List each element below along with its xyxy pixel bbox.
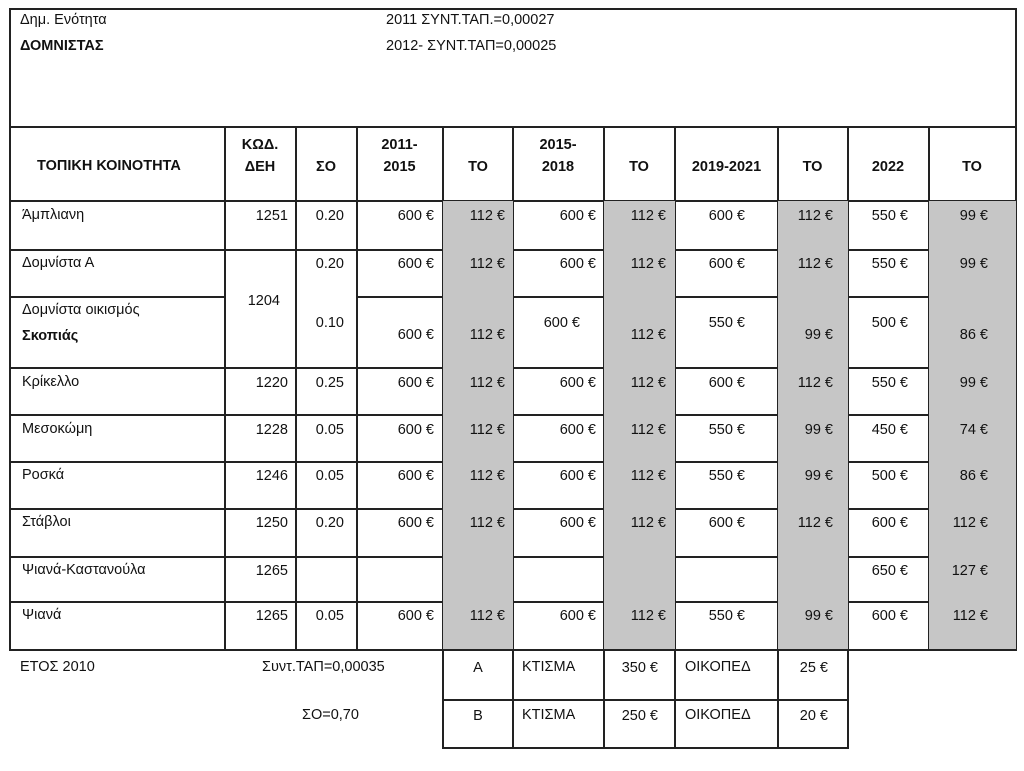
to-2011-cell: 112 € bbox=[469, 256, 505, 272]
to-2022-cell: 99 € bbox=[959, 208, 988, 224]
to-2015-cell: 112 € bbox=[630, 208, 666, 224]
col-header-2019: 2019-2021 bbox=[691, 159, 762, 175]
value-2015-cell: 600 € bbox=[559, 468, 596, 484]
community-name: Μεσοκώμη bbox=[22, 421, 93, 437]
code-cell: 1251 bbox=[255, 208, 288, 224]
to-2019-cell: 99 € bbox=[804, 468, 833, 484]
value-2011-cell: 600 € bbox=[397, 468, 434, 484]
col-header-code-1: ΚΩΔ. bbox=[241, 137, 279, 153]
to-2015-cell: 112 € bbox=[630, 327, 666, 343]
value-2022-cell: 500 € bbox=[871, 468, 908, 484]
grid-line bbox=[9, 414, 1017, 416]
value-2019-cell: 550 € bbox=[708, 468, 745, 484]
to-2011-cell: 112 € bbox=[469, 422, 505, 438]
grid-line bbox=[442, 699, 849, 701]
value-2019-cell: 550 € bbox=[708, 315, 745, 331]
coefficient-2012: 2012- ΣΥΝΤ.ΤΑΠ=0,00025 bbox=[386, 38, 557, 54]
value-2019-cell: 550 € bbox=[708, 422, 745, 438]
value-2022-cell: 600 € bbox=[871, 608, 908, 624]
col-header-2011-b: 2015 bbox=[383, 159, 416, 175]
so-cell: 0.05 bbox=[315, 608, 344, 624]
community-name: Κρίκελλο bbox=[22, 374, 80, 390]
coefficient-2011: 2011 ΣΥΝΤ.ΤΑΠ.=0,00027 bbox=[386, 12, 555, 28]
to-2022-cell: 86 € bbox=[959, 468, 988, 484]
to-2022-cell: 99 € bbox=[959, 256, 988, 272]
community-name: Άμπλιανη bbox=[22, 207, 85, 223]
value-2011-cell: 600 € bbox=[397, 256, 434, 272]
unit-label: Δημ. Ενότητα bbox=[20, 12, 107, 28]
code-cell: 1250 bbox=[255, 515, 288, 531]
so-cell: 0.25 bbox=[315, 375, 344, 391]
community-name: Δομνίστα Α bbox=[22, 255, 95, 271]
value-2015-cell: 600 € bbox=[543, 315, 580, 331]
community-name: Ψιανά-Καστανούλα bbox=[22, 562, 146, 578]
value-2015-cell: 600 € bbox=[559, 208, 596, 224]
value-2011-cell: 600 € bbox=[397, 375, 434, 391]
to-2015-cell: 112 € bbox=[630, 468, 666, 484]
plot-label: ΟΙΚΟΠΕΔ bbox=[685, 659, 751, 675]
to-2015-cell: 112 € bbox=[630, 608, 666, 624]
community-name: Στάβλοι bbox=[22, 514, 71, 530]
value-2019-cell: 600 € bbox=[708, 256, 745, 272]
value-2011-cell: 600 € bbox=[397, 208, 434, 224]
value-2019-cell: 600 € bbox=[708, 375, 745, 391]
to-2011-cell: 112 € bbox=[469, 375, 505, 391]
so-cell: 0.05 bbox=[315, 422, 344, 438]
grid-line bbox=[674, 649, 676, 749]
value-2022-cell: 550 € bbox=[871, 256, 908, 272]
zone-cell: Α bbox=[473, 660, 483, 676]
community-name: Ψιανά bbox=[22, 607, 62, 623]
building-label: ΚΤΙΣΜΑ bbox=[522, 707, 576, 723]
value-2022-cell: 650 € bbox=[871, 563, 908, 579]
plot-value: 20 € bbox=[799, 708, 828, 724]
footer-year: ΕΤΟΣ 2010 bbox=[20, 659, 95, 675]
col-header-2015-a: 2015- bbox=[539, 137, 577, 153]
so-cell: 0.20 bbox=[315, 515, 344, 531]
col-header-to-2: ΤΟ bbox=[629, 159, 649, 175]
to-2022-cell: 99 € bbox=[959, 375, 988, 391]
col-header-2022: 2022 bbox=[871, 159, 905, 175]
grid-line bbox=[9, 8, 1017, 10]
building-value: 250 € bbox=[621, 708, 658, 724]
to-2019-cell: 99 € bbox=[804, 422, 833, 438]
grid-line bbox=[9, 556, 1017, 558]
grid-line bbox=[9, 461, 1017, 463]
to-2019-cell: 99 € bbox=[804, 608, 833, 624]
to-2022-cell: 74 € bbox=[959, 422, 988, 438]
to-2011-cell: 112 € bbox=[469, 468, 505, 484]
to-2022-cell: 112 € bbox=[952, 608, 988, 624]
to-2011-cell: 112 € bbox=[469, 515, 505, 531]
value-2015-cell: 600 € bbox=[559, 375, 596, 391]
col-header-to-3: ΤΟ bbox=[802, 159, 823, 175]
grid-line bbox=[9, 367, 1017, 369]
value-2019-cell: 600 € bbox=[708, 208, 745, 224]
to-2015-cell: 112 € bbox=[630, 256, 666, 272]
value-2011-cell: 600 € bbox=[397, 515, 434, 531]
so-cell: 0.10 bbox=[315, 315, 344, 331]
to-2015-cell: 112 € bbox=[630, 375, 666, 391]
grid-line bbox=[9, 200, 1017, 202]
zone-cell: Β bbox=[473, 708, 483, 724]
to-2019-cell: 112 € bbox=[797, 208, 833, 224]
value-2015-cell: 600 € bbox=[559, 256, 596, 272]
community-name: Ροσκά bbox=[22, 467, 65, 483]
so-cell: 0.20 bbox=[315, 208, 344, 224]
col-header-2011-a: 2011- bbox=[381, 137, 418, 153]
code-cell: 1265 bbox=[255, 608, 288, 624]
grid-line bbox=[9, 249, 1017, 251]
value-2011-cell: 600 € bbox=[397, 422, 434, 438]
col-header-community: ΤΟΠΙΚΗ ΚΟΙΝΟΤΗΤΑ bbox=[37, 158, 181, 174]
col-header-so: ΣΟ bbox=[316, 159, 336, 175]
code-cell: 1204 bbox=[247, 293, 280, 309]
to-2019-cell: 112 € bbox=[797, 515, 833, 531]
value-2019-cell: 600 € bbox=[708, 515, 745, 531]
so-cell: 0.05 bbox=[315, 468, 344, 484]
value-2011-cell: 600 € bbox=[397, 327, 434, 343]
value-2022-cell: 500 € bbox=[871, 315, 908, 331]
grid-line bbox=[9, 508, 1017, 510]
grid-line bbox=[9, 126, 1017, 128]
to-2022-cell: 112 € bbox=[952, 515, 988, 531]
col-header-to-1: ΤΟ bbox=[468, 159, 488, 175]
to-2019-cell: 99 € bbox=[804, 327, 833, 343]
to-2015-cell: 112 € bbox=[630, 515, 666, 531]
footer-so: ΣΟ=0,70 bbox=[302, 707, 359, 723]
grid-line bbox=[9, 601, 1017, 603]
to-2011-cell: 112 € bbox=[469, 208, 505, 224]
value-2022-cell: 450 € bbox=[871, 422, 908, 438]
code-cell: 1265 bbox=[255, 563, 288, 579]
grid-line bbox=[442, 747, 849, 749]
value-2022-cell: 550 € bbox=[871, 375, 908, 391]
col-header-to-4: ΤΟ bbox=[962, 159, 982, 175]
grid-line bbox=[9, 649, 1017, 651]
col-header-2015-b: 2018 bbox=[541, 159, 575, 175]
value-2011-cell: 600 € bbox=[397, 608, 434, 624]
to-2015-cell: 112 € bbox=[630, 422, 666, 438]
so-cell: 0.20 bbox=[315, 256, 344, 272]
code-cell: 1220 bbox=[255, 375, 288, 391]
value-2015-cell: 600 € bbox=[559, 608, 596, 624]
to-2019-cell: 112 € bbox=[797, 256, 833, 272]
community-name-line2: Σκοπιάς bbox=[22, 328, 79, 344]
building-label: ΚΤΙΣΜΑ bbox=[522, 659, 576, 675]
grid-line bbox=[9, 8, 11, 651]
grid-line bbox=[847, 649, 849, 749]
plot-value: 25 € bbox=[799, 660, 828, 676]
plot-label: ΟΙΚΟΠΕΔ bbox=[685, 707, 751, 723]
value-2015-cell: 600 € bbox=[559, 515, 596, 531]
value-2022-cell: 600 € bbox=[871, 515, 908, 531]
to-2022-cell: 127 € bbox=[951, 563, 988, 579]
col-header-code-2: ΔΕΗ bbox=[244, 159, 276, 175]
building-value: 350 € bbox=[621, 660, 658, 676]
code-cell: 1228 bbox=[255, 422, 288, 438]
value-2019-cell: 550 € bbox=[708, 608, 745, 624]
grid-line bbox=[9, 296, 225, 298]
to-2011-cell: 112 € bbox=[469, 608, 505, 624]
community-name: Δομνίστα οικισμός bbox=[22, 302, 140, 318]
code-cell: 1246 bbox=[255, 468, 288, 484]
to-2022-cell: 86 € bbox=[959, 327, 988, 343]
unit-name: ΔΟΜΝΙΣΤΑΣ bbox=[20, 38, 104, 54]
to-2011-cell: 112 € bbox=[469, 327, 505, 343]
footer-coefficient: Συντ.ΤΑΠ=0,00035 bbox=[262, 659, 385, 675]
value-2022-cell: 550 € bbox=[871, 208, 908, 224]
value-2015-cell: 600 € bbox=[559, 422, 596, 438]
to-2019-cell: 112 € bbox=[797, 375, 833, 391]
